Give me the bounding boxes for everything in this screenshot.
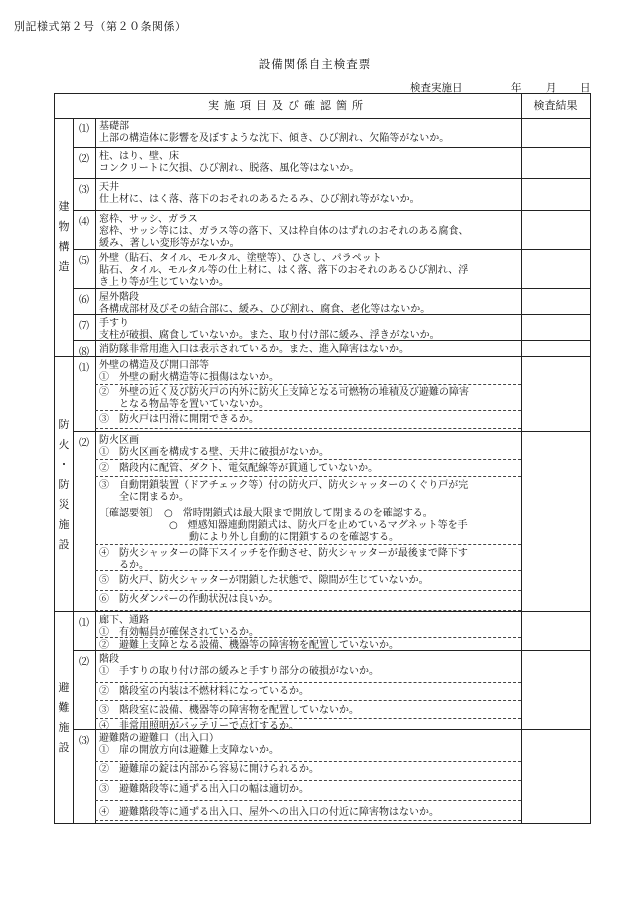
item-text-line: ② 避難扉の錠は内部から容易に開けられるか。 [99, 764, 319, 775]
check-item [73, 147, 590, 179]
item-text-line: 消防隊非常用進入口は表示されているか。また、進入障害はないか。 [99, 344, 409, 355]
item-text-line: ③ 階段室に設備、機器等の障害物を配置していないか。 [99, 705, 359, 716]
item-text-line: き上り等が生じていないか。 [99, 277, 229, 288]
check-item [73, 118, 590, 147]
section-label [55, 197, 73, 277]
section-label-char: 構 [58, 240, 70, 253]
item-text-line: ④ 避難階段等に通ずる出入口、屋外への出入口の付近に障害物はないか。 [99, 807, 439, 818]
item-text-line: 〔確認要領〕 ○ 常時閉鎖式は最大限まで開放して閉まるのを確認する。 [99, 508, 433, 519]
sub-item-divider [95, 476, 521, 477]
item-text-line: ○ 煙感知器連動閉鎖式は、防火戸を止めているマグネット等を手 [99, 520, 468, 531]
check-item [73, 431, 590, 613]
item-text-line: ① 外壁の耐火構造等に損傷はないか。 [99, 372, 279, 383]
item-text-line: 緩み、著しい変形等がないか。 [99, 238, 240, 249]
item-number: ⑴ [79, 618, 89, 629]
sub-item-divider [95, 800, 521, 801]
item-text-line: 防火区画 [99, 435, 139, 446]
item-number: ⑸ [79, 256, 89, 267]
date-year-label: 年 [511, 82, 522, 94]
item-text-line: ③ 避難階段等に通ずる出入口の幅は適切か。 [99, 784, 309, 795]
item-text-line: ② 外壁の近く及び防火戸の内外に防火上支障となる可燃物の堆積及び避難の障害 [99, 387, 469, 398]
check-item [73, 249, 590, 289]
item-text-line: 外壁の構造及び開口部等 [99, 360, 209, 371]
item-text-line: 窓枠、サッシ、ガラス [99, 214, 198, 225]
sub-item-divider [95, 637, 521, 638]
check-item [73, 357, 590, 431]
item-text-line: 外壁（貼石、タイル、モルタル、塗壁等）、ひさし、パラペット [99, 253, 382, 264]
section-label-char: 物 [58, 220, 70, 233]
section-label-char: 防 [58, 417, 70, 431]
item-text-line: コンクリートに欠損、ひび割れ、脱落、風化等はないか。 [99, 163, 360, 174]
item-text-line: 屋外階段 [99, 292, 139, 303]
item-text-line: ① 有効幅員が確保されているか。 [99, 627, 259, 638]
section-label-char: 避 [58, 681, 70, 694]
check-item [73, 288, 590, 315]
section-label-char: 施 [58, 517, 70, 531]
sub-item-divider [95, 459, 521, 460]
item-text-line: 上部の構造体に影響を及ぼすような沈下、傾き、ひび割れ、欠陥等がないか。 [99, 133, 450, 144]
item-text-line: 廊下、通路 [99, 615, 149, 626]
item-text-line: ⑤ 防火戸、防火シャッターが閉鎖した状態で、隙間が生じていないか。 [99, 575, 429, 586]
section-label-char: 設 [58, 537, 70, 551]
item-text-line: 基礎部 [99, 121, 129, 132]
item-text-line: 動により外し自動的に閉鎖するのを確認する。 [99, 532, 399, 543]
section-label-char: 建 [58, 200, 70, 213]
document-title: 設備関係自主検査票 [258, 57, 372, 71]
item-number: ⑷ [79, 217, 89, 228]
item-text-line: 仕上材に、はく落、落下のおそれのあるたるみ、ひび割れ等がないか。 [99, 194, 420, 205]
item-text-line: 各構成部材及びその結合部に、緩み、ひび割れ、腐食、老化等はないか。 [99, 304, 431, 315]
item-text-line: るか。 [99, 560, 149, 571]
table-header [55, 94, 590, 119]
inspection-date-label: 検査実施日 [410, 82, 463, 94]
item-text-line: 支柱が破損、腐食していないか。また、取り付け部に緩み、浮きがないか。 [99, 330, 440, 341]
section-block [55, 118, 590, 356]
item-text-line: 階段 [99, 654, 119, 665]
date-day-label: 日 [580, 82, 591, 94]
item-text-line: ④ 防火シャッターの降下スイッチを作動させ、防火シャッターが最後まで降下す [99, 548, 468, 559]
item-text-line: ① 扉の開放方向は避難上支障ないか。 [99, 745, 279, 756]
sub-item-divider [95, 384, 521, 385]
item-number: ⑵ [79, 438, 89, 449]
check-item [73, 729, 590, 825]
section-block [55, 356, 590, 612]
item-text-line: ① 手すりの取り付け部の緩みと手すり部分の破損がないか。 [99, 666, 379, 677]
item-text-line: ② 避難上支障となる設備、機器等の障害物を配置していないか。 [99, 640, 399, 651]
sub-item-divider [95, 682, 521, 683]
item-text-line: ③ 自動閉鎖装置（ドアチェック等）付の防火戸、防火シャッターのくぐり戸が完 [99, 480, 469, 491]
item-text-line: 天井 [99, 182, 119, 193]
section-label-char: ・ [58, 457, 70, 471]
sub-item-divider [95, 761, 521, 762]
sub-item-divider [95, 700, 521, 701]
check-item [73, 210, 590, 250]
sub-item-divider [95, 410, 521, 411]
section-label-char: 造 [58, 260, 70, 273]
item-number: ⑵ [79, 657, 89, 668]
sub-item-divider [95, 570, 521, 571]
item-text-line: ③ 防火戸は円滑に開閉できるか。 [99, 414, 259, 425]
item-text-line: ② 階段内に配管、ダクト、電気配線等が貫通していないか。 [99, 463, 379, 474]
item-number: ⑴ [79, 124, 89, 135]
section-label [55, 678, 73, 758]
section-label-char: 災 [58, 497, 70, 511]
section-label-char: 施 [58, 721, 70, 734]
item-text-line: 貼石、タイル、モルタル等の仕上材に、はく落、落下のおそれのあるひび割れ、浮 [99, 265, 469, 276]
item-text-line: ② 階段室の内装は不燃材料になっているか。 [99, 686, 309, 697]
check-item [73, 650, 590, 730]
sub-item-divider [95, 820, 521, 821]
form-number: 別記様式第２号（第２０条関係） [14, 20, 187, 33]
item-number: ⑻ [79, 347, 89, 358]
item-text-line: ④ 非常用照明がバッテリーで点灯するか。 [99, 721, 299, 732]
inspection-table [54, 93, 591, 824]
item-text-line: 全に閉まるか。 [99, 492, 189, 503]
item-text-line: 避難階の避難口（出入口） [99, 733, 219, 744]
section-label-char: 難 [58, 701, 70, 714]
item-text-line: ⑥ 防火ダンパーの作動状況は良いか。 [99, 594, 279, 605]
section-label-char: 火 [58, 437, 70, 451]
item-number: ⑴ [79, 363, 89, 374]
sub-item-divider [95, 590, 521, 591]
check-item [73, 314, 590, 341]
item-number: ⑹ [79, 295, 89, 306]
section-label-char: 設 [58, 741, 70, 754]
section-label-char: 防 [58, 477, 70, 491]
item-text-line: となる物品等を置いていないか。 [99, 399, 269, 410]
check-item [73, 340, 590, 357]
item-number: ⑶ [79, 185, 89, 196]
check-item [73, 178, 590, 211]
section-label [55, 415, 73, 555]
header-items-column: 実施項目及び確認箇所 [55, 94, 522, 118]
item-number: ⑵ [79, 154, 89, 165]
sub-item-divider [95, 544, 521, 545]
item-text-line: 手すり [99, 318, 129, 329]
header-result-column: 検査結果 [533, 99, 578, 112]
sub-item-divider [95, 718, 521, 719]
item-number: ⑶ [79, 736, 89, 747]
check-item [73, 612, 590, 650]
sub-item-divider [95, 428, 521, 429]
date-month-label: 月 [546, 82, 557, 94]
item-text-line: 柱、はり、壁、床 [99, 151, 179, 162]
sub-item-divider [95, 780, 521, 781]
item-number: ⑺ [79, 321, 89, 332]
item-text-line: 窓枠、サッシ等には、ガラス等の落下、又は枠自体のはずれのおそれのある腐食、 [99, 226, 469, 237]
section-block [55, 611, 590, 824]
item-text-line: ① 防火区画を構成する壁、天井に破損がないか。 [99, 447, 329, 458]
